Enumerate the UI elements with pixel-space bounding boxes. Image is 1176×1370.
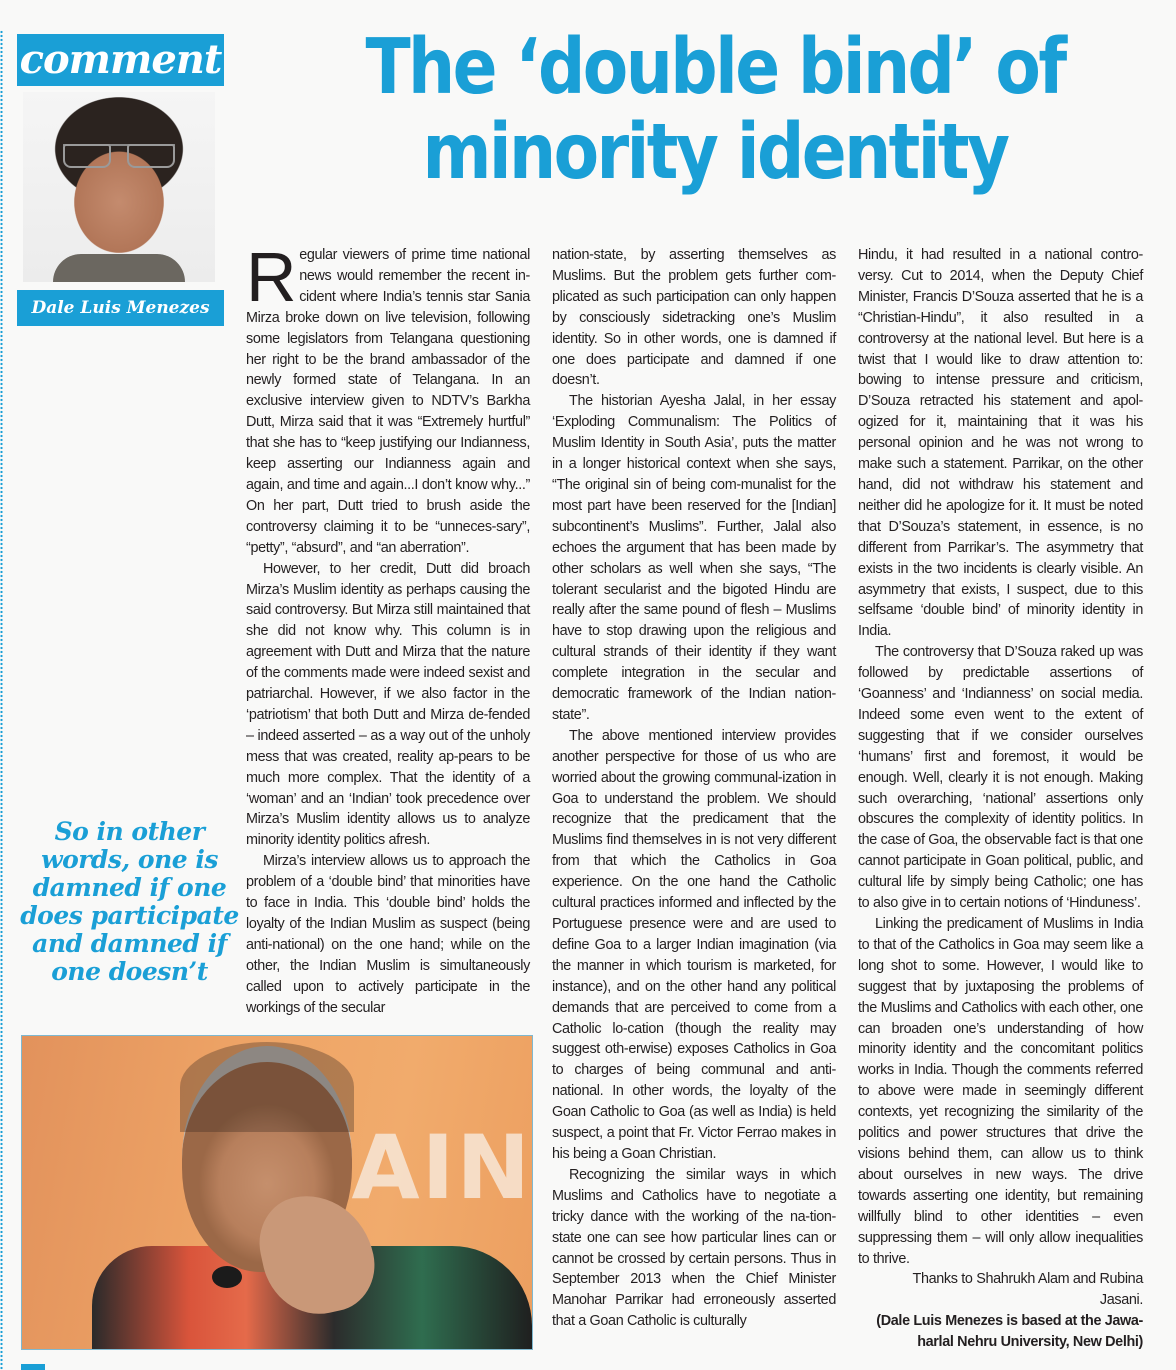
- paragraph-text: egular viewers of prime time national news would remember the recent in-cident where India’s tennis star Sania Mirza broke down on live television, following some legislators from Telangana questioning her right to be the brand ambassador of the newly formed state of Telangana. In an exclusive interview given to NDTV’s Barkha Dutt, Mirza said that it was “Extremely hurtful” that she has to “keep justifying our Indianness, keep asserting our Indianness again and again, and time and again...I don’t know why...” On her part, Dutt tried to brush aside the controversy claiming it to be “unneces-sary”, “petty”, “absurd”, and “an aberration”.: [246, 247, 530, 556]
- article-paragraph: However, to her credit, Dutt did broach Mirza’s Muslim identity as perhaps causing the said controversy. But Mirza still maintained that she did not know why. This column is in agreement with Dutt and Mirza that the nature of the comments made were indeed sexist and patriarchal. However, if we also factor in the ‘patriotism’ that both Dutt and Mirza de-fended – indeed asserted – as a way out of the unholy mess that was created, reality ap-pears to be much more complex. That the identity of a ‘woman’ and an ‘Indian’ took precedence over Mirza’s Muslim identity allows us to analyze minority identity politics afresh.: [246, 560, 530, 849]
- article-column-1: [246, 238, 530, 1019]
- photo-hair-shape: [180, 1042, 354, 1132]
- microphone-icon: [212, 1266, 242, 1288]
- footer-accent-square: [21, 1364, 45, 1370]
- author-bio: (Dale Luis Menezes is based at the Jawa-harlal Nehru University, New Delhi): [876, 1313, 1143, 1351]
- article-paragraph: The historian Ayesha Jalal, in her essay ‘Exploding Communalism: The Politics of Muslim Identity in South Asia’, puts the matter in a longer historical context when she says, “The original sin of being com-munalist for the most part have been reserved for the [Indian] subcontinent’s Muslims”. Further, Jalal also echoes the argument that has been made by other scholars as well when she says, “The tolerant secularist and the bigoted Hindu are really after the same pound of flesh – Muslims have to stop drawing upon the religious and cultural strands of their identity if they want complete integration in the secular and democratic framework of the Indian nation-state”.: [552, 393, 836, 723]
- article-column-3: [858, 245, 1143, 1353]
- article-column-2: [552, 245, 836, 1332]
- article-paragraph: Recognizing the similar ways in which Muslims and Catholics have to negotiate a tricky dance with the working of the na-tion-state one can see how particular lines can or cannot be crossed by certain persons. Thus in September 2013 when the Chief Minister Manohar Parrikar had erroneously asserted that a Goan Catholic is culturally: [552, 1166, 836, 1330]
- headline-line-2: minority identity: [422, 108, 1008, 197]
- author-photo: [23, 92, 215, 282]
- article-paragraph: Hindu, it had resulted in a national contro-versy. Cut to 2014, when the Deputy Chief Minister, Francis D’Souza asserted that he is a “Christian-Hindu”, it also resulted in a controversy at the national level. But here is a twist that I would like to draw attention to: bowing to intense pressure and criticism, D’Souza retracted his statement and apol-ogized for it, maintaining that it was his personal opinion and he was not wrong to make such a statement. Parrikar, on the other hand, did not withdraw his statement and neither did he apologize for it. It must be noted that D’Souza’s statement, in essence, is no different from Parrikar’s. The asymmetry that exists in the two incidents is clearly visible. An asymmetry that exists, I suspect, due to this selfsame ‘double bind’ of minority identity in India.: [858, 247, 1143, 640]
- article-paragraph: nation-state, by asserting themselves as Muslims. But the problem gets further com-plicated as such participation can only happen by consciously sidetracking one’s Muslim identity. So in other words, one is damned if one does participate and damned if one doesn’t.: [552, 247, 836, 389]
- headline: [358, 25, 1072, 195]
- pull-quote: So in other words, one is damned if one does participate and damned if one doesn’t: [20, 817, 239, 986]
- headline-line-1: The ‘double bind’ of: [365, 23, 1065, 112]
- section-label: comment: [17, 34, 224, 86]
- photo-background-text: AIN: [351, 1116, 532, 1219]
- acknowledgement: Thanks to Shahrukh Alam and Rubina Jasani.: [912, 1271, 1143, 1309]
- article-paragraph: The controversy that D’Souza raked up was followed by predictable assertions of ‘Goanness’ and ‘Indianness’ on social media. Indeed some even went to the extent of suggesting that if we consider ourselves ‘humans’ first and foremost, it would be enough. Well, clearly it is not enough. Making such overarching, ‘national’ assertions only obscures the complexity of identity politics. In the case of Goa, the observable fact is that one cannot participate in Goan political, public, and cultural life by simply being Catholic; one has to also give in to certain notions of ‘Hinduness’.: [858, 644, 1143, 912]
- page-edge-dotted-rule: [0, 30, 3, 1370]
- article-paragraph: The above mentioned interview provides another perspective for those of us who are worried about the growing communal-ization in Goa to understand the problem. We should recognize that the predicament that the Muslims find themselves in is not very different from that which the Catholics in Goa experience. On the one hand the Catholic cultural practices informed and inflected by the Portuguese presence were and are used to define Goa to a larger Indian imagination (via the manner in which tourism is marketed, for instance), and on the other hand any political demands that are perceived to come from a Catholic lo-cation (though the reality may suggest oth-erwise) exposes Catholics in Goa to charges of being communal and anti-national. In other words, the loyalty of the Goan Catholic to Goa (as well as India) is held suspect, a point that Fr. Victor Ferrao makes in his being a Goan Christian.: [552, 727, 836, 1162]
- drop-cap: R: [246, 238, 297, 316]
- article-paragraph: [246, 238, 530, 559]
- article-paragraph: Linking the predicament of Muslims in India to that of the Catholics in Goa may seem like a long shot to some. However, I would like to suggest that by juxtaposing the problems of the Muslims and Catholics with each other, one can broaden one’s understanding of how minority identity and the concomitant politics works in India. Though the comments referred to above were made in seemingly different contexts, yet recognizing the similarity of the politics and power structures that drive the visions behind them, can allow us to think about ourselves in new ways. The drive towards asserting one identity, but remaining willfully blind to other identities – even suppressing them – will only allow inequalities to thrive.: [858, 916, 1143, 1267]
- article-paragraph: Mirza’s interview allows us to approach the problem of a ‘double bind’ that minorities have to face in India. This ‘double bind’ holds the loyalty of the Indian Muslim as suspect (being anti-national) on the one hand; while on the other, the Indian Muslim is simultaneously called upon to actively participate in the workings of the secular: [246, 853, 530, 1016]
- glasses-shape: [63, 144, 175, 168]
- article-photo: [21, 1035, 533, 1350]
- shirt-shape: [53, 254, 185, 282]
- author-byline: Dale Luis Menezes: [17, 290, 224, 326]
